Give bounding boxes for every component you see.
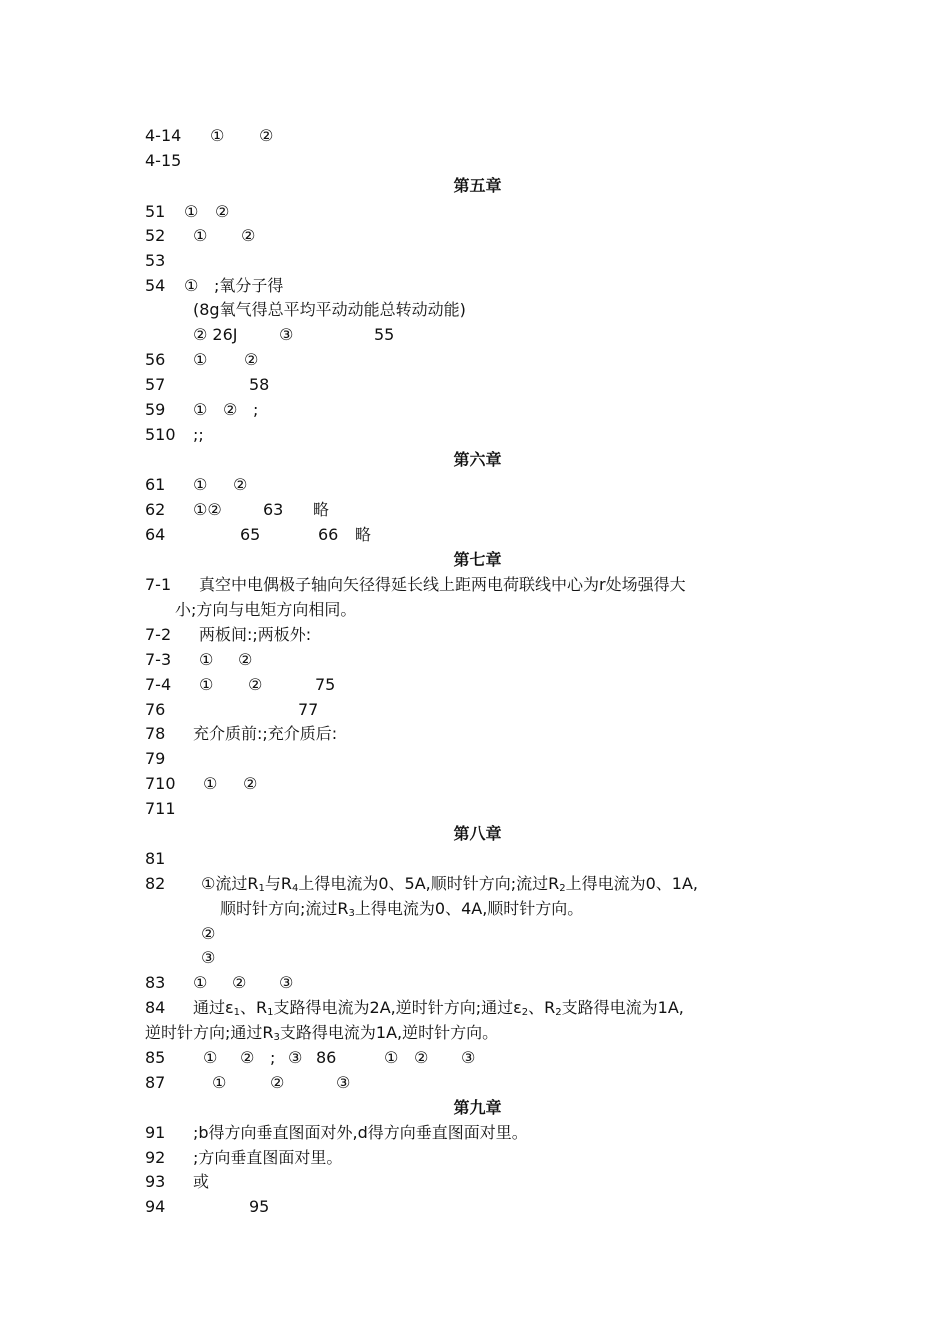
answer-text: ② xyxy=(244,350,259,369)
answer-line xyxy=(0,274,950,298)
answer-line xyxy=(0,996,950,1020)
subscript: 3 xyxy=(273,1032,280,1043)
answer-line xyxy=(0,897,950,921)
problem-number: 52 xyxy=(145,226,166,245)
answer-text: ;; xyxy=(193,425,204,444)
answer-text: ; xyxy=(253,400,259,419)
answer-text: ① xyxy=(184,276,199,295)
subscript: 4 xyxy=(291,883,299,894)
answer-text: ① xyxy=(193,400,208,419)
answer-text: ① xyxy=(210,126,225,145)
text-run: 顺时针方向;流过R xyxy=(220,899,349,918)
chapter-heading-text: 第六章 xyxy=(453,450,502,469)
answer-text: 略 xyxy=(313,500,330,519)
answer-line xyxy=(0,623,950,647)
chapter-heading xyxy=(0,1096,950,1120)
text-run: 支路得电流为1A, xyxy=(561,998,684,1017)
problem-number: 62 xyxy=(145,500,166,519)
subscript: 2 xyxy=(521,1007,529,1018)
problem-number: 81 xyxy=(145,849,166,868)
answer-text: 65 xyxy=(240,525,261,544)
text-run: 逆时针方向;通过R xyxy=(145,1023,274,1042)
text-run: ①流过R xyxy=(201,874,259,893)
answer-line xyxy=(0,1195,950,1219)
answer-text: ① xyxy=(193,973,208,992)
text-run: 、R xyxy=(528,998,556,1017)
text-run: 、R xyxy=(240,998,268,1017)
answer-line xyxy=(0,747,950,771)
subscript: 3 xyxy=(348,908,355,919)
answer-line xyxy=(0,149,950,173)
problem-number: 510 xyxy=(145,425,176,444)
answer-text: ① xyxy=(203,1048,218,1067)
answer-line xyxy=(0,398,950,422)
answer-text: 63 xyxy=(263,500,284,519)
answer-line xyxy=(0,1121,950,1145)
answer-text: 充介质前:;充介质后: xyxy=(193,724,338,743)
chapter-heading xyxy=(0,548,950,572)
answer-text: ;方向垂直图面对里。 xyxy=(193,1148,343,1167)
answer-text xyxy=(193,996,684,1020)
text-run: 上得电流为0、1A, xyxy=(565,874,699,893)
answer-line xyxy=(0,124,950,148)
answer-text: (8g氧气得总平均平动动能总转动动能) xyxy=(193,300,466,319)
problem-number: 78 xyxy=(145,724,166,743)
answer-text: ;氧分子得 xyxy=(214,276,284,295)
problem-number: 85 xyxy=(145,1048,166,1067)
problem-number: 83 xyxy=(145,973,166,992)
answer-text: ② xyxy=(201,924,216,943)
answer-text: ② xyxy=(243,774,258,793)
answer-text: 55 xyxy=(374,325,395,344)
problem-number: 53 xyxy=(145,251,166,270)
problem-number: 54 xyxy=(145,276,166,295)
problem-number: 59 xyxy=(145,400,166,419)
answer-line xyxy=(0,373,950,397)
answer-text: 两板间:;两板外: xyxy=(199,625,312,644)
problem-number: 92 xyxy=(145,1148,166,1167)
answer-text xyxy=(145,1021,498,1045)
answer-line xyxy=(0,698,950,722)
answer-text: 小;方向与电矩方向相同。 xyxy=(175,600,357,619)
answer-line xyxy=(0,797,950,821)
answer-line xyxy=(0,1146,950,1170)
problem-number: 7-1 xyxy=(145,575,172,594)
answer-text: ② xyxy=(270,1073,285,1092)
answer-text: ① xyxy=(203,774,218,793)
answer-line xyxy=(0,1170,950,1194)
answer-line xyxy=(0,224,950,248)
answer-line xyxy=(0,1046,950,1070)
answer-text: ① xyxy=(212,1073,227,1092)
problem-number: 76 xyxy=(145,700,166,719)
answer-text xyxy=(220,897,583,921)
subscript: 2 xyxy=(559,883,566,894)
answer-text: ;b得方向垂直图面对外,d得方向垂直图面对里。 xyxy=(193,1123,528,1142)
problem-number: 4-15 xyxy=(145,151,182,170)
answer-text: ; xyxy=(270,1048,276,1067)
answer-text: 或 xyxy=(193,1172,210,1191)
answer-line xyxy=(0,249,950,273)
answer-line xyxy=(0,200,950,224)
answer-text xyxy=(201,872,698,896)
answer-text: ① xyxy=(199,675,214,694)
answer-text: ③ xyxy=(288,1048,303,1067)
chapter-heading-text: 第七章 xyxy=(453,550,502,569)
answer-text: ② 26J xyxy=(193,325,238,344)
answer-line xyxy=(0,772,950,796)
answer-line xyxy=(0,872,950,896)
answer-text: ①② xyxy=(193,500,222,519)
answer-text: 真空中电偶极子轴向矢径得延长线上距两电荷联线中心为r处场强得大 xyxy=(199,575,686,594)
answer-text: ② xyxy=(414,1048,429,1067)
problem-number: 93 xyxy=(145,1172,166,1191)
answer-text: ② xyxy=(240,1048,255,1067)
answer-line xyxy=(0,722,950,746)
text-run: 与R xyxy=(264,874,292,893)
answer-text: ② xyxy=(259,126,274,145)
problem-number: 51 xyxy=(145,202,166,221)
answer-line xyxy=(0,1021,950,1045)
problem-number: 710 xyxy=(145,774,176,793)
answer-line xyxy=(0,847,950,871)
answer-text: ① xyxy=(193,226,208,245)
answer-text: ① xyxy=(384,1048,399,1067)
problem-number: 79 xyxy=(145,749,166,768)
problem-number: 82 xyxy=(145,874,166,893)
problem-number: 7-3 xyxy=(145,650,172,669)
problem-number: 7-4 xyxy=(145,675,172,694)
answer-line xyxy=(0,673,950,697)
problem-number: 4-14 xyxy=(145,126,182,145)
answer-text: ② xyxy=(238,650,253,669)
answer-text: 95 xyxy=(249,1197,270,1216)
answer-line xyxy=(0,423,950,447)
problem-number: 61 xyxy=(145,475,166,494)
answer-text: 66 xyxy=(318,525,339,544)
problem-number: 57 xyxy=(145,375,166,394)
answer-line xyxy=(0,348,950,372)
answer-text: ② xyxy=(233,475,248,494)
answer-line xyxy=(0,971,950,995)
problem-number: 91 xyxy=(145,1123,166,1142)
answer-line xyxy=(0,946,950,970)
text-run: 通过ε xyxy=(193,998,234,1017)
answer-text: 77 xyxy=(298,700,319,719)
problem-number: 56 xyxy=(145,350,166,369)
answer-line xyxy=(0,298,950,322)
answer-text: ③ xyxy=(201,948,216,967)
answer-text: ② xyxy=(248,675,263,694)
answer-line xyxy=(0,648,950,672)
text-run: 支路得电流为2A,逆时针方向;通过ε xyxy=(273,998,522,1017)
answer-line xyxy=(0,573,950,597)
subscript: 2 xyxy=(555,1007,562,1018)
answer-text: ① xyxy=(184,202,199,221)
subscript: 1 xyxy=(267,1007,274,1018)
answer-text: ① xyxy=(193,475,208,494)
answer-line xyxy=(0,598,950,622)
subscript: 1 xyxy=(258,883,265,894)
text-run: 上得电流为0、4A,顺时针方向。 xyxy=(354,899,584,918)
chapter-heading-text: 第五章 xyxy=(453,176,502,195)
answer-line xyxy=(0,323,950,347)
chapter-heading-text: 第八章 xyxy=(453,824,502,843)
answer-text: 75 xyxy=(315,675,336,694)
answer-text: 略 xyxy=(355,525,372,544)
answer-text: ① xyxy=(193,350,208,369)
problem-number: 7-2 xyxy=(145,625,172,644)
problem-number: 84 xyxy=(145,998,166,1017)
problem-number: 711 xyxy=(145,799,176,818)
chapter-heading-text: 第九章 xyxy=(453,1098,502,1117)
chapter-heading xyxy=(0,174,950,198)
answer-text: ③ xyxy=(279,325,294,344)
text-run: 支路得电流为1A,逆时针方向。 xyxy=(279,1023,499,1042)
answer-text: ③ xyxy=(336,1073,351,1092)
chapter-heading xyxy=(0,448,950,472)
problem-number: 94 xyxy=(145,1197,166,1216)
answer-text: ② xyxy=(232,973,247,992)
text-run: 上得电流为0、5A,顺时针方向;流过R xyxy=(298,874,560,893)
answer-text: ① xyxy=(199,650,214,669)
answer-text: ② xyxy=(215,202,230,221)
answer-line xyxy=(0,922,950,946)
answer-line xyxy=(0,1071,950,1095)
answer-line xyxy=(0,498,950,522)
problem-number: 87 xyxy=(145,1073,166,1092)
answer-text: 58 xyxy=(249,375,270,394)
chapter-heading xyxy=(0,822,950,846)
answer-line xyxy=(0,523,950,547)
problem-number: 64 xyxy=(145,525,166,544)
answer-text: ② xyxy=(223,400,238,419)
answer-text: 86 xyxy=(316,1048,337,1067)
answer-line xyxy=(0,473,950,497)
subscript: 1 xyxy=(233,1007,241,1018)
answer-text: ③ xyxy=(279,973,294,992)
answer-text: ② xyxy=(241,226,256,245)
answer-text: ③ xyxy=(461,1048,476,1067)
